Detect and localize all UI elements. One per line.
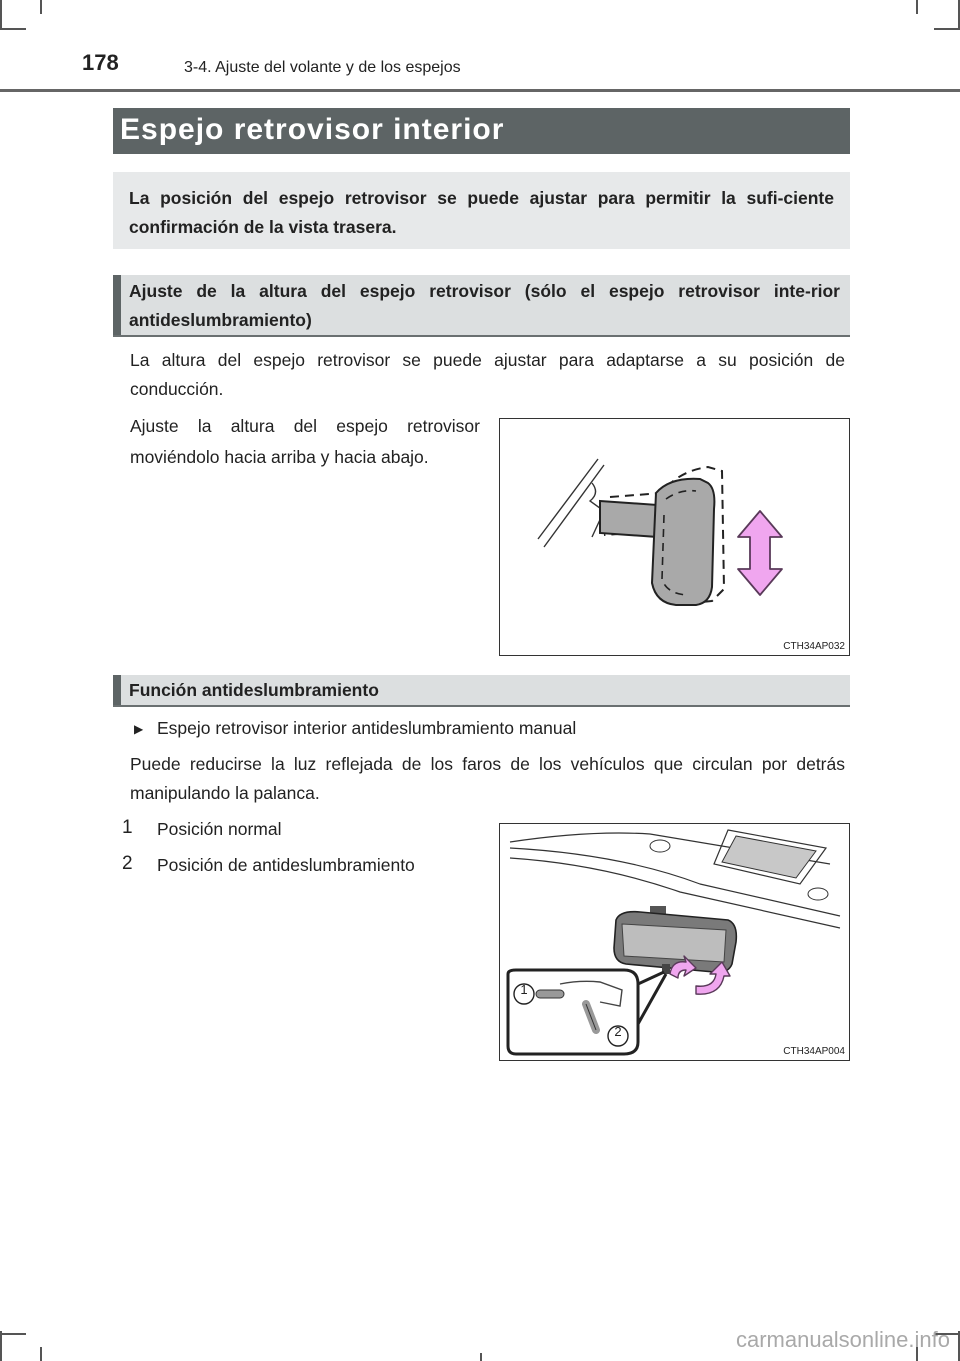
section-breadcrumb: 3-4. Ajuste del volante y de los espejos <box>184 59 461 76</box>
crop-mark <box>0 0 2 30</box>
crop-mark <box>934 28 960 30</box>
antiglare-bullet: Espejo retrovisor interior antideslumbramiento manual <box>157 718 577 738</box>
height-section-heading: Ajuste de la altura del espejo retrovisor (sólo el espejo retrovisor inte-rior antideslumbramiento) <box>129 281 840 330</box>
height-section-paragraph: La altura del espejo retrovisor se puede ajustar para adaptarse a su posición de conducción. <box>130 350 845 399</box>
heading-accent-bar <box>113 275 121 335</box>
antiglare-figure <box>499 823 850 1061</box>
crop-mark <box>916 0 918 14</box>
figure-code: CTH34AP004 <box>783 1046 845 1057</box>
item-label: Posición de antideslumbramiento <box>157 855 415 875</box>
height-section-heading-box <box>113 275 850 337</box>
crop-mark <box>40 1347 42 1361</box>
antiglare-paragraph: Puede reducirse la luz reflejada de los faros de los vehículos que circulan por detrás manipulando la palanca. <box>130 754 845 803</box>
antiglare-section-heading: Función antideslumbramiento <box>129 680 379 700</box>
header-rule <box>0 89 960 92</box>
item-label: Posición normal <box>157 819 282 839</box>
item-number: 1 <box>122 817 133 838</box>
antiglare-section-heading-box <box>113 675 850 707</box>
crop-mark <box>0 1333 26 1335</box>
antiglare-illustration <box>500 824 849 1060</box>
bullet-triangle-icon: ▶ <box>134 722 144 736</box>
height-section-instruction: Ajuste la altura del espejo retrovisor moviéndolo hacia arriba y hacia abajo. <box>130 416 480 467</box>
mirror-height-illustration <box>500 419 849 655</box>
callout-number: 2 <box>614 1024 622 1039</box>
page-title: Espejo retrovisor interior <box>120 113 505 146</box>
crop-mark <box>0 1331 2 1361</box>
crop-mark <box>0 28 26 30</box>
crop-mark <box>40 0 42 14</box>
page-number: 178 <box>82 50 119 75</box>
figure-code: CTH34AP032 <box>783 641 845 652</box>
watermark: carmanualsonline.info <box>735 1327 950 1352</box>
intro-text: La posición del espejo retrovisor se puede ajustar para permitir la sufi-ciente confirmación de la vista trasera. <box>129 188 834 237</box>
callout-number: 1 <box>520 982 528 997</box>
crop-mark <box>480 1353 482 1361</box>
mirror-height-figure <box>499 418 850 656</box>
intro-box <box>113 172 850 249</box>
item-number: 2 <box>122 853 133 874</box>
heading-accent-bar <box>113 675 121 705</box>
